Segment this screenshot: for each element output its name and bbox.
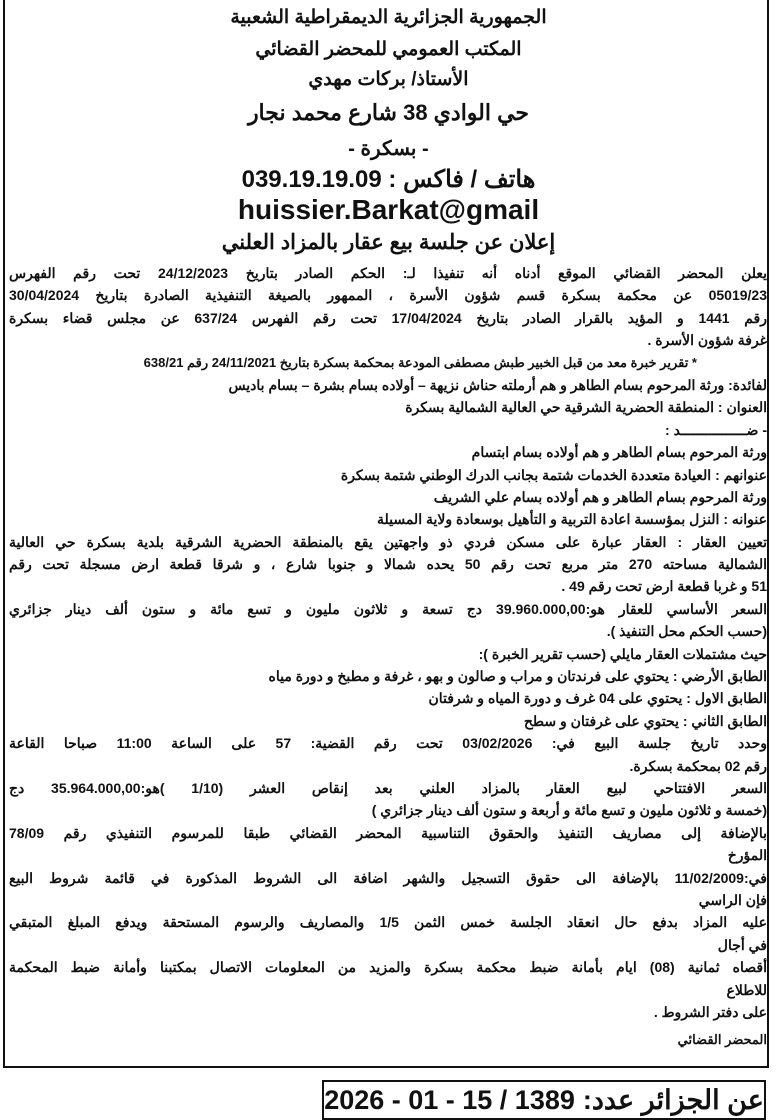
- body-line: السعر الأساسي للعقار هو:39.960.000,00 دج تسعة و ثلاثون مليون و تسع مائة و ستون ألف دينار جزائري: [9, 600, 767, 617]
- body-line: بالإضافة إلى مصاريف التنفيذ والحقوق التناسبية المحضر القضائي طبقا للمرسوم التنفيذي رقم 78/09: [9, 824, 767, 841]
- header-republic: الجمهورية الجزائرية الديمقراطية الشعبية: [230, 7, 547, 28]
- body-line: غرفة شؤون الأسرة .: [647, 332, 767, 349]
- body-line: (حسب الحكم محل التنفيذ ).: [606, 623, 767, 640]
- body-line: ورثة المرحوم بسام الطاهر و هم أولاده بسام علي الشريف: [433, 488, 767, 505]
- header-phone: هاتف / فاكس : 039.19.19.09: [241, 166, 536, 193]
- body-line: تعيين العقار : العقار عبارة على مسكن فردي ذو واجهتين يقع بالمنطقة الحضرية الشرقية بلدية بسكرة حي العالية: [9, 533, 767, 550]
- header-office: المكتب العمومي للمحضر القضائي: [255, 39, 522, 60]
- body-line: ورثة المرحوم بسام الطاهر و هم أولاده بسام ابتسام: [471, 444, 767, 461]
- publication-box: [322, 1080, 766, 1120]
- publication-label: عن الجزائر عدد:: [582, 1084, 764, 1115]
- body-line: في:11/02/2009 بالإضافة الى حقوق التسجيل والشهر اضافة الى الشروط المذكورة في قائمة شروط البيع: [9, 869, 767, 886]
- body-line: المؤرخ: [727, 847, 767, 864]
- header-address: حي الوادي 38 شارع محمد نجار: [247, 100, 530, 125]
- body-line: (خمسة و ثلاثون مليون و تسع مائة و أربعة و ستون ألف دينار جزائري ): [371, 802, 767, 819]
- notice-title: إعلان عن جلسة بيع عقار بالمزاد العلني: [221, 231, 556, 254]
- body-line: 51 و غربا قطعة ارض تحت رقم 49 .: [561, 578, 767, 595]
- body-line: السعر الافتتاحي لبيع العقار بالمزاد العلني بعد إنقاص العشر (1/10 )هو:35.964.000,00 دج: [9, 779, 767, 796]
- body-line: في أجال: [717, 936, 767, 953]
- body-line: العنوان : المنطقة الحضرية الشرقية حي العالية الشمالية بسكرة: [405, 399, 767, 416]
- body-line: أقصاه ثمانية (08) ايام بأمانة ضبط محكمة بسكرة والمزيد من المعلومات الاتصال بمكتبنا وأمانة ضبط المحكمة: [9, 959, 767, 976]
- notice-body: [9, 262, 767, 1052]
- header-email: huissier.Barkat@gmail: [237, 194, 540, 225]
- publication-issue: 2026 - 01 - 15 / 1389: [324, 1084, 575, 1115]
- body-line: عنوانهم : العيادة متعددة الخدمات شتمة بجانب الدرك الوطني شتمة بسكرة: [340, 466, 767, 483]
- body-line: فإن الراسي: [698, 891, 767, 908]
- body-line: للاطلاع: [726, 981, 767, 998]
- body-line: 05019/23 عن محكمة بسكرة قسم شؤون الأسرة ، الممهور بالصيغة التنفيذية الصادرة بتاريخ 30/04/2024: [9, 287, 767, 304]
- header-city: - بسكرة -: [348, 138, 429, 160]
- body-line: الطابق الأرضي : يحتوي على فرندتان و مراب و صالون و بهو ، غرفة و مطبخ و دورة مياه: [268, 668, 767, 685]
- body-line: * تقرير خبرة معد من قبل الخبير طبش مصطفى المودعة بمحكمة بسكرة بتاريخ 24/11/2021 رقم 638/21: [143, 354, 697, 370]
- body-line: عليه المزاد بدفع حال انعقاد الجلسة خمس الثمن 1/5 والمصاريف والرسوم المستحقة ويدفع المبلغ المتبقي: [9, 914, 767, 931]
- body-line: حيث مشتملات العقار مايلي (حسب تقرير الخبرة ):: [478, 645, 767, 662]
- body-line: الطابق الثاني : يحتوي على غرفتان و سطح: [523, 712, 767, 729]
- body-line: الشمالية مساحته 270 متر مربع تحت رقم 50 يحده شمالا و جنوبا شارع ، و شرقا قطعة ارض مسجلة تحت رقم: [9, 556, 767, 573]
- body-line: - ضــــــــــــــــد :: [665, 421, 767, 438]
- body-line: على دفتر الشروط .: [653, 1003, 767, 1020]
- body-line: عنوانه : النزل بمؤسسة اعادة التربية و التأهيل بوسعادة ولاية المسيلة: [376, 511, 767, 528]
- body-line: رقم 1441 و المؤيد بالقرار الصادر بتاريخ 17/04/2024 تحت رقم الفهرس 637/24 عن مجلس قضاء بسكرة: [9, 309, 767, 326]
- signature: المحضر القضائي: [677, 1032, 767, 1048]
- body-line: لفائدة: ورثة المرحوم بسام الطاهر و هم أرملته حناش نزيهة – أولاده بسام بشرة – بسام باديس: [228, 376, 767, 393]
- body-line: وحدد تاريخ جلسة البيع في: 03/02/2026 تحت رقم القضية: 57 على الساعة 11:00 صباحا القاعة: [9, 735, 767, 752]
- body-line: الطابق الاول : يحتوي على 04 غرف و دورة المياه و شرفتان: [428, 690, 767, 707]
- body-line: يعلن المحضر القضائي الموقع أدناه أنه تنفيذا لـ: الحكم الصادر بتاريخ 24/12/2023 تحت رقم الفهرس: [9, 265, 767, 281]
- body-line: رقم 02 بمحكمة بسكرة.: [629, 757, 767, 774]
- header-bailiff: الأستاذ/ بركات مهدي: [308, 69, 469, 90]
